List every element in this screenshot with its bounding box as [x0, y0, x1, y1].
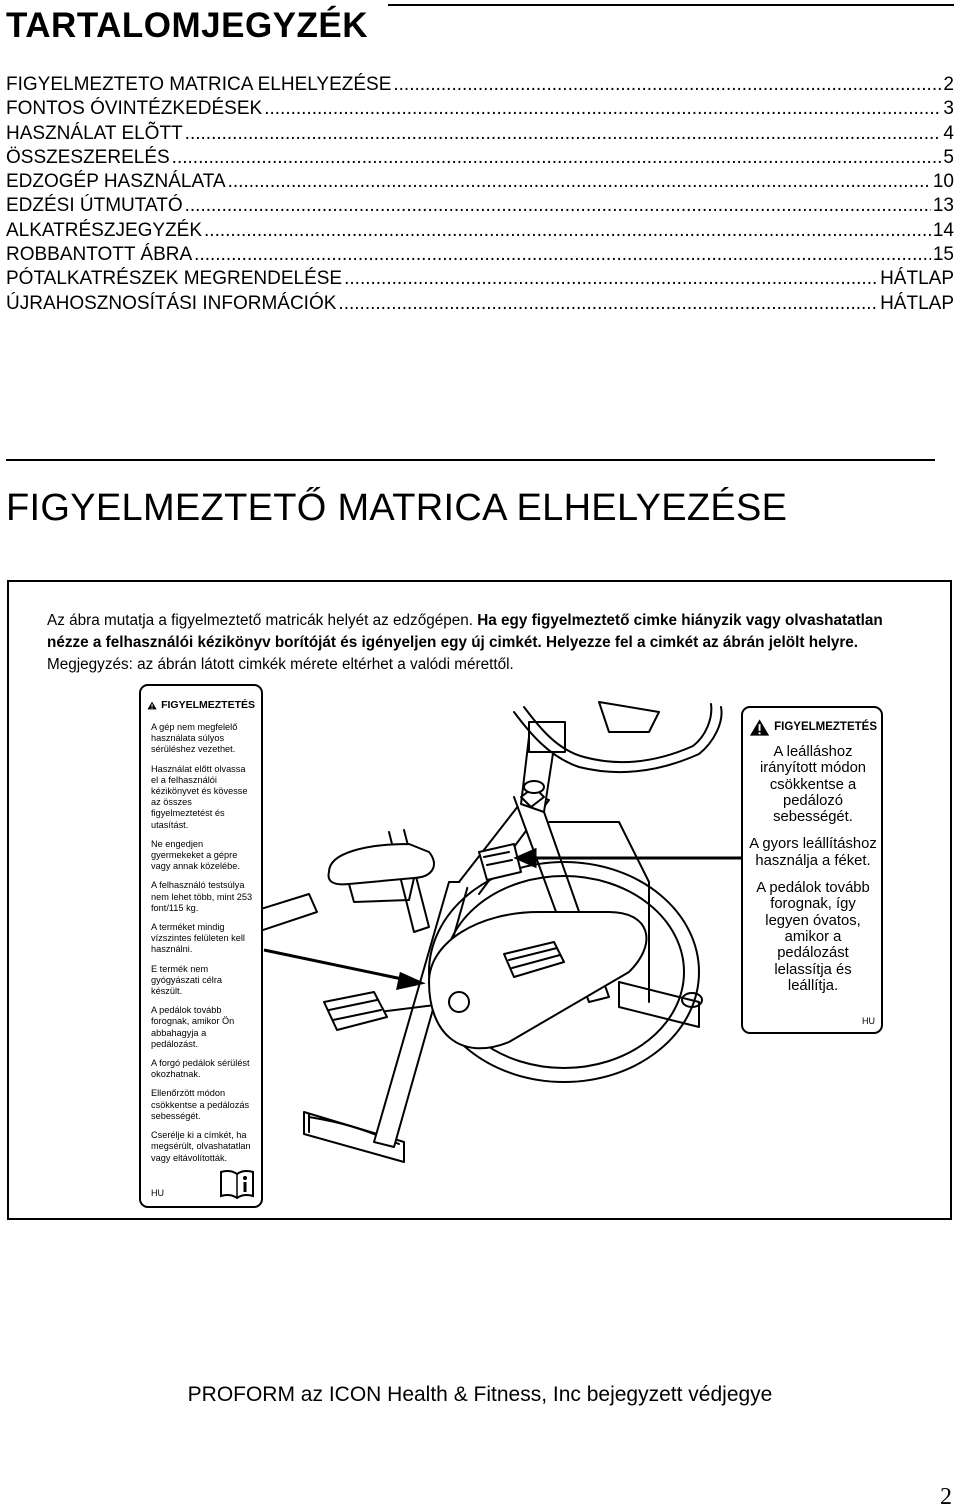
- label-paragraph: Cserélje ki a címkét, ha megsérült, olvashatatlan vagy eltávolították.: [151, 1130, 251, 1163]
- toc-leader: [344, 267, 878, 291]
- label-language-code: HU: [862, 1016, 875, 1026]
- toc-leader: [194, 243, 931, 267]
- warning-label-large: [139, 684, 263, 1208]
- label-paragraph: A felhasználó testsúlya nem lehet több, mint 253 font/115 kg.: [151, 880, 253, 913]
- toc-item-label: FONTOS ÓVINTÉZKEDÉSEK: [6, 98, 263, 120]
- label-paragraph: A gép nem megfelelő használata súlyos sérüléshez vezethet.: [151, 722, 238, 755]
- toc-row[interactable]: [6, 146, 954, 170]
- toc-item-label: PÓTALKATRÉSZEK MEGRENDELÉSE: [6, 268, 343, 290]
- toc-leader: [228, 170, 931, 194]
- label-header: [749, 714, 877, 740]
- toc-item-label: EDZOGÉP HASZNÁLATA: [6, 171, 226, 193]
- label-body: [151, 722, 255, 1172]
- toc-item-page: 3: [943, 98, 954, 120]
- top-rule: [388, 4, 954, 6]
- toc-leader: [393, 73, 941, 97]
- label-paragraph: A pedálok tovább forognak, így legyen óvatos, amikor a pedálozást lelassítja és leállítja.: [756, 880, 870, 994]
- toc-title: TARTALOMJEGYZÉK: [6, 6, 369, 45]
- toc-item-page: 5: [943, 146, 954, 168]
- toc-leader: [185, 194, 931, 218]
- toc-row[interactable]: [6, 73, 954, 97]
- read-manual-icon: [219, 1168, 255, 1200]
- label-paragraph: Ellenőrzött módon csökkentse a pedálozás sebességét.: [151, 1088, 250, 1121]
- toc-leader: [172, 146, 942, 170]
- toc-leader: [338, 292, 878, 316]
- intro-note: Megjegyzés: az ábrán látott cimkék mérete eltérhet a valódi mérettől.: [47, 656, 514, 673]
- label-paragraph: E termék nem gyógyászati célra készült.: [151, 963, 222, 997]
- warning-label-figure: [7, 580, 952, 1220]
- toc-row[interactable]: [6, 97, 954, 121]
- label-paragraph: Ne engedjen gyermekeket a gépre vagy annak közelébe.: [151, 838, 240, 872]
- toc-row[interactable]: [6, 219, 954, 243]
- toc-item-page: 2: [943, 74, 954, 95]
- toc-item-label: ÖSSZESZERELÉS: [6, 146, 170, 168]
- intro-text: Az ábra mutatja a figyelmeztető matricák helyét az edzőgépen.: [47, 612, 478, 629]
- toc-row[interactable]: [6, 194, 954, 218]
- label-paragraph: A terméket mindig vízszintes felületen kell használni.: [151, 922, 245, 955]
- page-number: 2: [940, 1484, 952, 1510]
- toc-row[interactable]: [6, 267, 954, 291]
- toc-leader: [264, 97, 941, 121]
- label-header: [147, 692, 255, 718]
- toc-row[interactable]: [6, 243, 954, 267]
- toc-row[interactable]: [6, 170, 954, 194]
- toc-row[interactable]: [6, 292, 954, 316]
- toc-item-page: 10: [932, 171, 954, 193]
- label-paragraph: A leálláshoz irányított módon csökkentse a pedálozó sebességét.: [759, 744, 867, 826]
- toc-item-label: HASZNÁLAT ELÕTT: [6, 122, 183, 144]
- warning-label-small: [741, 706, 883, 1034]
- toc-item-page: 4: [943, 122, 954, 144]
- toc-item-page: 15: [932, 244, 954, 266]
- toc-item-page: HÁTLAP: [880, 268, 954, 290]
- label-paragraph: Használat előtt olvassa el a felhasználói kézikönyvet és kövesse az összes figyelmeztetést és utasítást.: [151, 763, 248, 830]
- toc-item-label: ROBBANTOTT ÁBRA: [6, 244, 193, 266]
- trademark-notice: PROFORM az ICON Health & Fitness, Inc bejegyzett védjegye: [187, 1383, 773, 1406]
- label-paragraph: A forgó pedálok sérülést okozhatnak.: [151, 1058, 250, 1080]
- toc-leader: [204, 219, 931, 243]
- toc-item-page: HÁTLAP: [880, 292, 954, 314]
- label-body: [749, 744, 877, 1005]
- toc-item-label: FIGYELMEZTETO MATRICA ELHELYEZÉSE: [6, 74, 392, 95]
- label-header-text: FIGYELMEZTETÉS: [774, 721, 877, 733]
- toc-item-label: ÚJRAHOSZNOSÍTÁSI INFORMÁCIÓK: [6, 292, 337, 314]
- toc-item-page: 14: [932, 219, 954, 241]
- warning-triangle-icon: [749, 717, 770, 738]
- warning-triangle-icon: [147, 696, 157, 715]
- toc-item-page: 13: [932, 195, 954, 217]
- label-paragraph: A pedálok tovább forognak, amikor Ön abbahagyja a pedálozást.: [151, 1005, 235, 1049]
- table-of-contents: [6, 73, 954, 316]
- label-language-code: HU: [151, 1188, 164, 1198]
- section-title: FIGYELMEZTETŐ MATRICA ELHELYEZÉSE: [6, 487, 788, 529]
- toc-item-label: EDZÉSI ÚTMUTATÓ: [6, 195, 183, 217]
- toc-leader: [185, 122, 942, 146]
- toc-row[interactable]: [6, 122, 954, 146]
- section-rule: [6, 459, 935, 461]
- toc-item-label: ALKATRÉSZJEGYZÉK: [6, 219, 203, 241]
- intro-bold-text: Ha egy figyelmeztető cimke hiányzik vagy olvashatatlan nézze a felhasználói kézikönyv borítóját és igényeljen egy új cimkét. Helyezze fel a cimkét az ábrán jelölt helyre.: [47, 612, 883, 651]
- label-paragraph: A gyors leállításhoz használja a féket.: [749, 836, 877, 869]
- label-header-text: FIGYELMEZTETÉS: [161, 699, 255, 711]
